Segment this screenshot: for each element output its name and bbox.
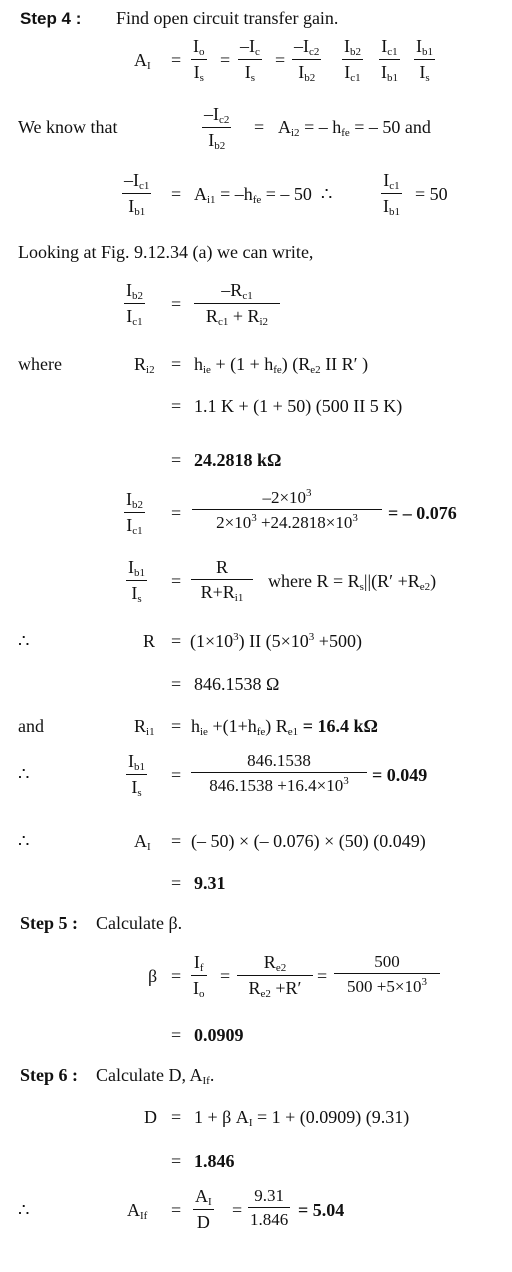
ri2-value-2: 24.2818 kΩ	[194, 450, 282, 470]
frac-931-over-1846: $\frac{9.31}{1.846}$	[250, 1186, 289, 1229]
where-label: where	[18, 354, 62, 374]
beta-lhs: β	[148, 966, 158, 986]
r-value: 846.1538 Ω	[194, 674, 280, 694]
frac-ic1-ib1-known: $\frac{-I_{c1}}{I_{b1}}$	[124, 170, 150, 218]
frac-ib2-ic1: $\frac{I_{b2}}{I_{c1}}$	[344, 36, 361, 84]
equals-sign: =	[171, 674, 182, 694]
r-rhs: $(1\times 10^3)$ II $(5\times 10^3 +500)$	[190, 631, 362, 651]
equals-sign: =	[171, 396, 182, 416]
equals-sign: =	[254, 117, 265, 137]
frac-ib2-ic1-value: $\frac{I_{b2}}{I_{c1}}$	[126, 489, 143, 537]
frac-ic2-ib2: $\frac{-I_{c2}}{I_{b2}}$	[294, 36, 320, 84]
equals-sign: =	[171, 765, 182, 785]
frac-ib1-is: $\frac{I_{b1}}{I_s}$	[416, 36, 433, 84]
ai2-line-text: $A_{i2}$ = – $h_{fe}$ = – 50 and	[278, 117, 431, 139]
aif-result: = 5.04	[298, 1200, 345, 1220]
equals-sign: =	[232, 1200, 243, 1220]
frac-ic1-ib1: $\frac{I_{c1}}{I_{b1}}$	[381, 36, 398, 84]
step6-title: Calculate D, $A_{If}$.	[96, 1065, 215, 1087]
equals-sign: =	[171, 571, 182, 591]
ai-final-lhs: $A_I$	[134, 831, 151, 853]
therefore-symbol: ∴	[18, 631, 30, 651]
frac-ib1-numeric: $\frac{846.1538}{846.1538 +16.4\times 10^3}$	[191, 751, 367, 796]
equals-sign: =	[171, 716, 182, 736]
frac-ib1-is-value: $\frac{I_{b1}}{I_s}$	[128, 751, 145, 799]
frac-ib1-is-ratio: $\frac{I_{b1}}{I_s}$	[128, 557, 145, 605]
equals-sign: =	[171, 450, 182, 470]
frac-500-over-sum: $\frac{500}{500 +5\times 10^3}$	[334, 952, 440, 997]
ri1-lhs: $R_{i1}$	[134, 716, 155, 738]
frac-r-over-sum: $\frac{R}{R+R_{i1}}$	[191, 557, 253, 604]
ib1-result: = 0.049	[372, 765, 428, 785]
equals-sign: =	[171, 1151, 182, 1171]
step4-label: Step 4 :	[20, 9, 82, 28]
equals-sign: =	[171, 1025, 182, 1045]
equals-sign: =	[171, 1200, 182, 1220]
equals-sign: =	[171, 354, 182, 374]
equals-sign: =	[171, 1107, 182, 1127]
frac-ai-over-d: $\frac{A_I}{D}$	[195, 1186, 212, 1232]
equals-sign: =	[171, 294, 182, 314]
step6-label: Step 6 :	[20, 1065, 78, 1085]
equals-sign: =	[171, 50, 182, 70]
ai1-line-text: $A_{i1} = -h_{fe}$ = – 50 ∴	[194, 184, 333, 206]
frac-ib2-numeric: $\frac{-2\times 10^3}{2\times 10^3 +24.2818\times 10^3}$	[192, 487, 382, 533]
frac-io-is: $\frac{I_o}{I_s}$	[193, 36, 205, 84]
d-result: 1.846	[194, 1151, 235, 1171]
step5-label: Step 5 :	[20, 913, 78, 933]
frac-ib2-ic1-ratio: $\frac{I_{b2}}{I_{c1}}$	[126, 280, 143, 328]
frac-rc1-over-sum: $\frac{-R_{c1}}{R_{c1} + R_{i2}}$	[194, 280, 280, 328]
equals-sign: =	[171, 966, 182, 986]
ib2-result: = – 0.076	[388, 503, 457, 523]
frac-re2-over-sum: $\frac{R_{e2}}{R_{e2} +R'}$	[237, 952, 313, 1000]
frac-if-io: $\frac{I_f}{I_o}$	[193, 952, 205, 1000]
frac-ic2-ib2-known: $\frac{-I_{c2}}{I_{b2}}$	[204, 104, 230, 152]
r-lhs: R	[143, 631, 156, 651]
equals-sign: =	[220, 50, 231, 70]
therefore-symbol: ∴	[18, 1200, 30, 1220]
step5-title: Calculate β.	[96, 913, 183, 933]
therefore-symbol: ∴	[18, 764, 30, 784]
d-rhs: 1 + β $A_I = 1 + (0.0909)$ (9.31)	[194, 1107, 410, 1129]
frac-ic1-ib1-result: $\frac{I_{c1}}{I_{b1}}$	[383, 170, 400, 218]
equals-sign: =	[171, 503, 182, 523]
ri2-value-1: 1.1 K + (1 + 50) (500 II 5 K)	[194, 396, 403, 416]
d-lhs: D	[144, 1107, 157, 1127]
ai-final-rhs: (– 50) × (– 0.076) × (50) (0.049)	[191, 831, 426, 851]
and-label: and	[18, 716, 44, 736]
step4-title: Find open circuit transfer gain.	[116, 8, 339, 28]
ri2-lhs: $R_{i2}$	[134, 354, 155, 376]
equals-sign: =	[317, 966, 328, 986]
equals-sign: =	[171, 831, 182, 851]
where-r-definition: where $R = R_s||(R' +R_{e2})$	[268, 571, 437, 593]
we-know-label: We know that	[18, 117, 118, 137]
looking-text: Looking at Fig. 9.12.34 (a) we can write,	[18, 242, 314, 262]
aif-lhs: $A_{If}$	[127, 1200, 148, 1222]
ai1-tail: = 50	[415, 184, 448, 204]
ai-lhs: $A_I$	[134, 50, 151, 72]
equals-sign: =	[171, 184, 182, 204]
ri1-rhs: $h_{ie} +(1+h_{fe}) R_{e1} = 16.4$ kΩ	[191, 716, 378, 738]
beta-result: 0.0909	[194, 1025, 244, 1045]
equals-sign: =	[275, 50, 286, 70]
ai-result: 9.31	[194, 873, 226, 893]
equals-sign: =	[220, 966, 231, 986]
ri2-rhs: $h_{ie} + (1 + h_{fe})$ ($R_{e2}$ II R′ )	[194, 354, 369, 376]
therefore-symbol: ∴	[18, 831, 30, 851]
equals-sign: =	[171, 631, 182, 651]
frac-ic-is: $\frac{-I_c}{I_s}$	[240, 36, 260, 84]
equals-sign: =	[171, 873, 182, 893]
